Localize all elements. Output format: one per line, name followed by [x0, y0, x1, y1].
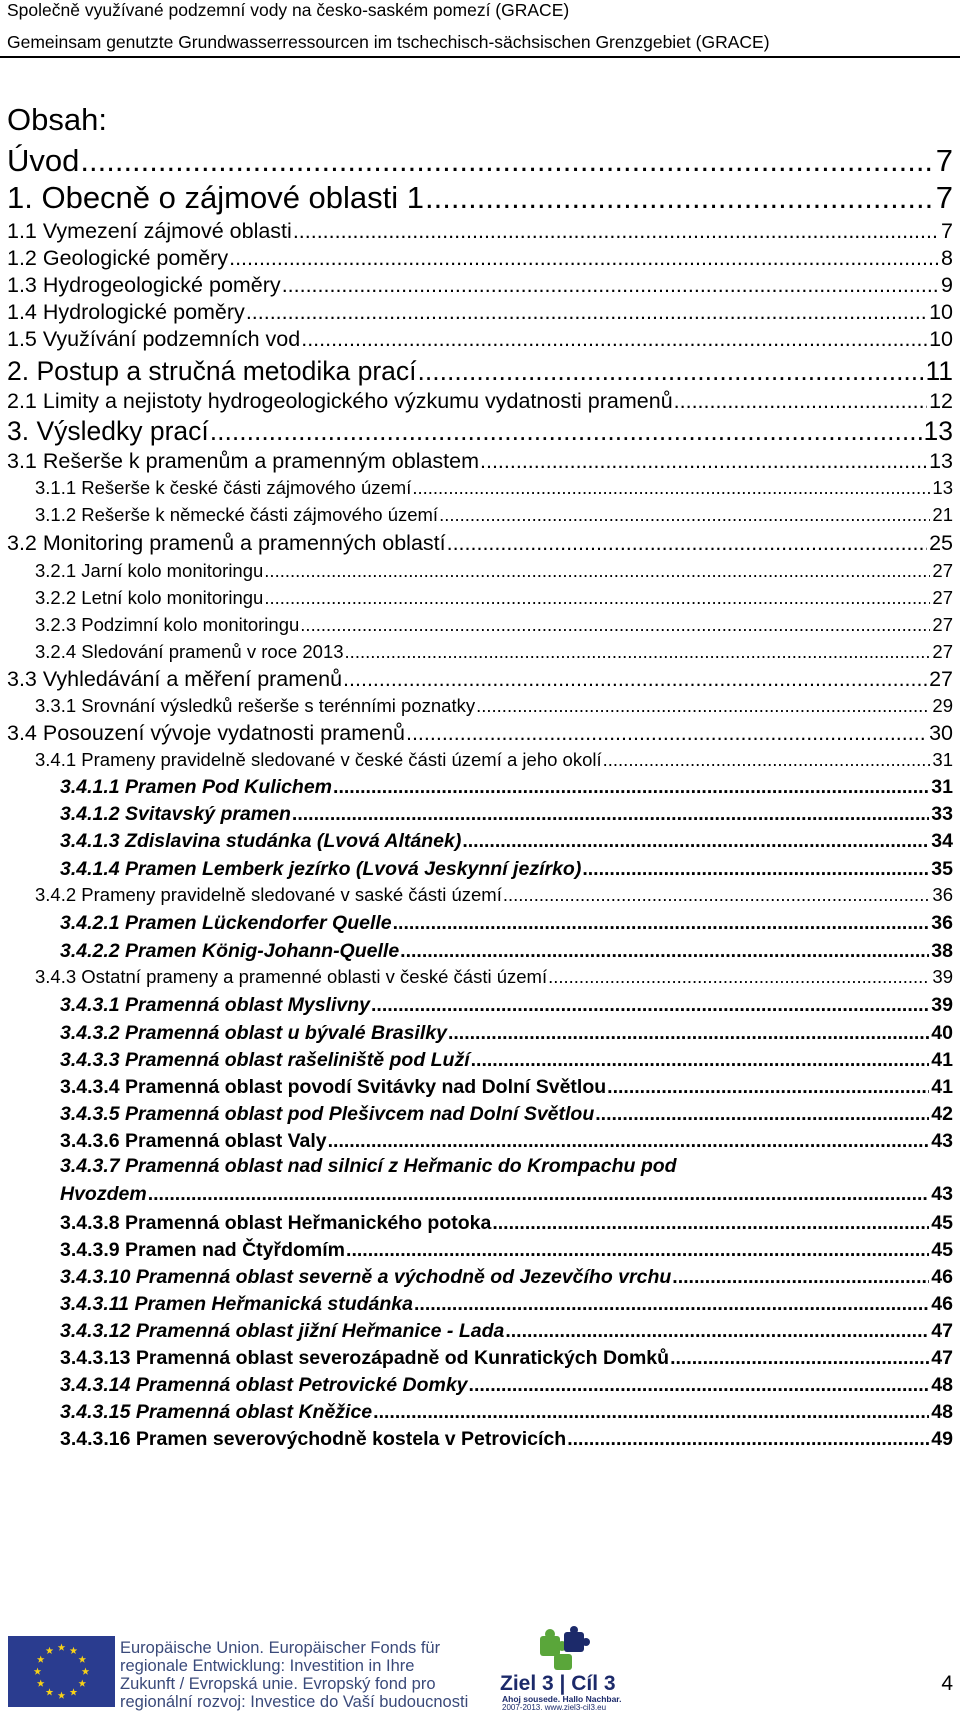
toc-entry-page: 38 [931, 940, 953, 962]
ziel3-website: 2007-2013. www.ziel3-cil3.eu [502, 1703, 607, 1712]
toc-entry-label: 2. Postup a stručná metodika prací [7, 356, 417, 386]
toc-entry-page: 7 [935, 143, 953, 178]
ziel3-program-name: Ziel 3 | Cíl 3 [500, 1672, 616, 1695]
toc-entry[interactable] [60, 1020, 953, 1046]
toc-entry[interactable] [60, 1128, 953, 1154]
toc-entry-page: 13 [923, 416, 953, 446]
toc-dot-leader [406, 720, 927, 746]
toc-dot-leader [503, 883, 931, 907]
page-number: 4 [941, 1672, 953, 1695]
toc-dot-leader [373, 1399, 929, 1425]
toc-entry[interactable] [60, 801, 953, 827]
toc-entry-label: 3.4.3.16 Pramen severovýchodně kostela v Petrovicích [60, 1428, 567, 1450]
toc-entry-label: 3.1 Rešerše k pramenům a pramenným oblastem [7, 449, 480, 473]
page-footer [0, 1620, 960, 1711]
toc-entry[interactable] [35, 586, 953, 610]
toc-entry-page: 29 [932, 695, 953, 716]
toc-dot-leader [607, 1074, 929, 1100]
toc-entry-label: 3.4.3.8 Pramenná oblast Heřmanického potoka [60, 1212, 492, 1234]
toc-entry-page: 45 [931, 1239, 953, 1261]
toc-dot-leader [343, 666, 927, 692]
toc-entry[interactable] [60, 1291, 953, 1317]
toc-entry-label: 1.3 Hydrogeologické poměry [7, 273, 281, 297]
header-divider [0, 56, 960, 58]
eu-funding-line: regionální rozvoj: Investice do Vaší budoucnosti [120, 1693, 469, 1711]
toc-entry-page: 33 [931, 803, 953, 825]
toc-entry-page: 31 [931, 776, 953, 798]
toc-entry-label: 3. Výsledky prací [7, 416, 209, 446]
toc-entry[interactable] [7, 530, 953, 556]
toc-entry-page: 21 [932, 504, 953, 525]
toc-entry-label: 1.4 Hydrologické poměry [7, 300, 245, 324]
toc-entry[interactable] [60, 992, 953, 1018]
toc-entry-page: 25 [929, 531, 953, 555]
toc-dot-leader [80, 143, 933, 179]
toc-entry[interactable] [35, 503, 953, 527]
toc-entry-label: 3.4.3 Ostatní prameny a pramenné oblasti v české části území [35, 966, 548, 987]
toc-entry-page: 27 [929, 667, 953, 691]
toc-dot-leader [229, 245, 939, 271]
toc-entry-page: 27 [932, 614, 953, 635]
eu-funding-line: Zukunft / Evropská unie. Evropský fond pro [120, 1675, 436, 1693]
toc-entry[interactable] [60, 856, 953, 882]
toc-entry-label: 3.4.3.15 Pramenná oblast Kněžice [60, 1401, 373, 1423]
toc-dot-leader [567, 1426, 929, 1452]
toc-dot-leader [595, 1101, 929, 1127]
toc-entry[interactable] [35, 883, 953, 907]
toc-entry-page: 47 [931, 1347, 953, 1369]
toc-entry-label: 3.4.2 Prameny pravidelně sledované v saské části území [35, 884, 502, 905]
toc-entry-label: Úvod [7, 143, 80, 178]
toc-entry-label: 3.4.3.9 Pramen nad Čtyřdomím [60, 1239, 346, 1261]
toc-entry[interactable] [7, 272, 953, 298]
toc-entry-label: 3.4.3.10 Pramenná oblast severně a východně od Jezevčího vrchu [60, 1266, 672, 1288]
toc-dot-leader [414, 1291, 929, 1317]
toc-entry-label: 3.4 Posouzení vývoje vydatnosti pramenů [7, 721, 405, 745]
toc-dot-leader [210, 415, 922, 447]
toc-entry-page: 41 [931, 1076, 953, 1098]
toc-entry-label: 3.2.1 Jarní kolo monitoringu [35, 560, 264, 581]
toc-entry[interactable] [60, 938, 953, 964]
toc-entry-label: 1.2 Geologické poměry [7, 246, 229, 270]
toc-entry-page: 13 [929, 449, 953, 473]
toc-entry-page: 10 [929, 327, 953, 351]
toc-entry-page: 43 [931, 1183, 953, 1205]
toc-entry-label: Hvozdem [60, 1183, 147, 1205]
toc-entry-label: 3.4.3.11 Pramen Heřmanická studánka [60, 1293, 413, 1315]
toc-entry-page: 11 [925, 356, 953, 386]
toc-entry-label: 3.4.3.13 Pramenná oblast severozápadně od Kunratických Domků [60, 1347, 670, 1369]
toc-dot-leader [293, 218, 939, 244]
toc-dot-leader [328, 1128, 930, 1154]
toc-entry[interactable] [35, 559, 953, 583]
toc-dot-leader [418, 355, 924, 387]
toc-entry-label: 3.2.4 Sledování pramenů v roce 2013 [35, 641, 344, 662]
toc-dot-leader [393, 910, 930, 936]
toc-entry[interactable] [60, 1426, 953, 1452]
toc-entry-label: 3.4.1.1 Pramen Pod Kulichem [60, 776, 333, 798]
toc-dot-leader [246, 299, 927, 325]
toc-dot-leader [301, 326, 927, 352]
toc-entry[interactable] [60, 1345, 953, 1371]
toc-entry[interactable] [35, 640, 953, 664]
toc-entry-label: 1. Obecně o zájmové oblasti 1 [7, 180, 425, 215]
toc-entry-label: 3.1.1 Rešerše k české části zájmového území [35, 477, 412, 498]
toc-entry-page: 43 [931, 1130, 953, 1152]
toc-entry[interactable] [7, 355, 953, 387]
toc-entry-page: 41 [931, 1049, 953, 1071]
toc-entry[interactable] [60, 1047, 953, 1073]
toc-entry-page: 40 [931, 1022, 953, 1044]
toc-dot-leader [282, 272, 939, 298]
toc-entry[interactable] [60, 1372, 953, 1398]
toc-dot-leader [412, 476, 930, 500]
toc-entry-page: 49 [931, 1428, 953, 1450]
toc-dot-leader [447, 530, 927, 556]
toc-entry-page: 46 [931, 1293, 953, 1315]
toc-entry-label: 3.4.2.1 Pramen Lückendorfer Quelle [60, 912, 392, 934]
toc-entry-label: 3.3 Vyhledávání a měření pramenů [7, 667, 343, 691]
toc-entry-page: 9 [941, 273, 953, 297]
toc-entry[interactable] [35, 613, 953, 637]
toc-entry-label: 3.2 Monitoring pramenů a pramenných oblastí [7, 531, 446, 555]
toc-dot-leader [264, 586, 930, 610]
toc-entry-page: 13 [932, 477, 953, 498]
toc-entry-label: 3.4.3.5 Pramenná oblast pod Plešivcem nad Dolní Světlou [60, 1103, 595, 1125]
toc-dot-leader [670, 1345, 929, 1371]
toc-dot-leader [333, 774, 929, 800]
toc-entry[interactable] [60, 1210, 953, 1236]
toc-dot-leader [492, 1210, 929, 1236]
toc-entry-label: 3.1.2 Rešerše k německé části zájmového území [35, 504, 439, 525]
toc-entry-label: 3.4.1.3 Zdislavina studánka (Lvová Altánek) [60, 830, 462, 852]
toc-dot-leader [505, 1318, 929, 1344]
toc-entry-label: 1.5 Využívání podzemních vod [7, 327, 301, 351]
toc-entry[interactable] [60, 1264, 953, 1290]
toc-entry[interactable] [35, 476, 953, 500]
toc-entry[interactable] [7, 143, 953, 179]
toc-entry-page: 27 [932, 560, 953, 581]
toc-entry-page: 45 [931, 1212, 953, 1234]
toc-dot-leader [471, 1047, 930, 1073]
toc-dot-leader [439, 503, 930, 527]
toc-entry-label: 3.4.3.2 Pramenná oblast u bývalé Brasilky [60, 1022, 447, 1044]
toc-entry-page: 10 [929, 300, 953, 324]
toc-entry[interactable] [7, 218, 953, 244]
header-title-german: Gemeinsam genutzte Grundwasserressourcen im tschechisch-sächsischen Grenzgebiet (GRACE) [7, 32, 770, 52]
toc-entry[interactable] [60, 1399, 953, 1425]
toc-entry[interactable] [7, 415, 953, 447]
toc-entry[interactable] [7, 666, 953, 692]
toc-heading: Obsah: [7, 102, 107, 137]
toc-entry-page: 39 [932, 966, 953, 987]
toc-entry-label: 3.4.3.12 Pramenná oblast jižní Heřmanice - Lada [60, 1320, 505, 1342]
toc-entry-page: 35 [931, 858, 953, 880]
toc-dot-leader [672, 1264, 929, 1290]
eu-funding-line: Europäische Union. Europäischer Fonds für [120, 1639, 441, 1657]
toc-entry-page: 39 [931, 994, 953, 1016]
toc-entry-label: 3.4.3.4 Pramenná oblast povodí Svitávky nad Dolní Světlou [60, 1076, 607, 1098]
toc-entry-label: 3.4.3.3 Pramenná oblast rašeliniště pod Luží [60, 1049, 470, 1071]
toc-entry-page: 8 [941, 246, 953, 270]
toc-entry-page: 42 [931, 1103, 953, 1125]
toc-dot-leader [674, 388, 927, 414]
toc-dot-leader [462, 828, 929, 854]
toc-entry[interactable] [7, 180, 953, 216]
toc-entry[interactable] [7, 720, 953, 746]
eu-flag-icon [8, 1636, 115, 1707]
toc-dot-leader [448, 1020, 929, 1046]
toc-dot-leader [345, 640, 931, 664]
toc-entry-page: 48 [931, 1401, 953, 1423]
toc-entry-label: 3.4.3.1 Pramenná oblast Myslivny [60, 994, 370, 1016]
toc-entry[interactable] [60, 1101, 953, 1127]
toc-entry-page: 7 [935, 180, 953, 215]
toc-entry[interactable] [60, 1237, 953, 1263]
toc-entry-label: 3.4.3.14 Pramenná oblast Petrovické Domky [60, 1374, 468, 1396]
toc-entry[interactable] [7, 245, 953, 271]
toc-entry[interactable] [7, 326, 953, 352]
toc-dot-leader [371, 992, 929, 1018]
toc-entry-label: 3.4.1.2 Svitavský pramen [60, 803, 291, 825]
toc-entry[interactable] [35, 965, 953, 989]
toc-entry-label: 3.4.3.7 Pramenná oblast nad silnicí z Heřmanic do Krompachu pod [60, 1155, 677, 1177]
toc-dot-leader [603, 748, 931, 772]
toc-entry-label: 3.2.2 Letní kolo monitoringu [35, 587, 264, 608]
toc-entry[interactable] [35, 748, 953, 772]
toc-entry[interactable] [60, 774, 953, 800]
toc-entry[interactable] [60, 828, 953, 854]
toc-entry[interactable] [60, 1318, 953, 1344]
eu-funding-text [120, 1639, 468, 1711]
toc-entry-label: 3.4.2.2 Pramen König-Johann-Quelle [60, 940, 400, 962]
toc-entry-label: 3.2.3 Podzimní kolo monitoringu [35, 614, 300, 635]
toc-entry[interactable] [7, 448, 953, 474]
toc-entry-page: 27 [932, 641, 953, 662]
toc-dot-leader [292, 801, 929, 827]
toc-entry-page: 30 [929, 721, 953, 745]
toc-entry-page: 36 [932, 884, 953, 905]
toc-entry-page: 34 [931, 830, 953, 852]
toc-entry-label: 1.1 Vymezení zájmové oblasti [7, 219, 292, 243]
toc-entry-label: 3.3.1 Srovnání výsledků rešerše s terénními poznatky [35, 695, 476, 716]
toc-entry-label: 3.4.1.4 Pramen Lemberk jezírko (Lvová Jeskynní jezírko) [60, 858, 582, 880]
toc-dot-leader [425, 180, 934, 216]
toc-entry-page: 47 [931, 1320, 953, 1342]
eu-funding-line: regionale Entwicklung: Investition in Ihre [120, 1657, 415, 1675]
toc-entry-page: 46 [931, 1266, 953, 1288]
toc-entry[interactable] [60, 910, 953, 936]
toc-dot-leader [264, 559, 930, 583]
toc-entry-label: 3.4.1 Prameny pravidelně sledované v české části území a jeho okolí [35, 749, 602, 770]
toc-dot-leader [300, 613, 930, 637]
toc-entry-page: 7 [941, 219, 953, 243]
toc-dot-leader [346, 1237, 929, 1263]
toc-dot-leader [469, 1372, 930, 1398]
toc-entry-page: 12 [929, 389, 953, 413]
toc-entry[interactable] [60, 1181, 953, 1207]
header-title-czech: Společně využívané podzemní vody na česko-saském pomezí (GRACE) [7, 0, 570, 20]
toc-entry-label: 2.1 Limity a nejistoty hydrogeologického výzkumu vydatnosti pramenů [7, 389, 673, 413]
toc-dot-leader [400, 938, 929, 964]
toc-entry-page: 48 [931, 1374, 953, 1396]
toc-entry[interactable] [7, 299, 953, 325]
toc-dot-leader [480, 448, 927, 474]
toc-entry[interactable] [7, 388, 953, 414]
toc-entry[interactable] [35, 694, 953, 718]
toc-dot-leader [148, 1181, 930, 1207]
toc-entry[interactable] [60, 1074, 953, 1100]
toc-dot-leader [548, 965, 930, 989]
toc-entry-page: 27 [932, 587, 953, 608]
toc-dot-leader [476, 694, 930, 718]
toc-entry-page: 31 [932, 749, 953, 770]
toc-dot-leader [582, 856, 929, 882]
toc-entry-page: 36 [931, 912, 953, 934]
toc-entry-label: 3.4.3.6 Pramenná oblast Valy [60, 1130, 327, 1152]
ziel3-slogan: Ahoj sousede. Hallo Nachbar. [502, 1694, 622, 1704]
